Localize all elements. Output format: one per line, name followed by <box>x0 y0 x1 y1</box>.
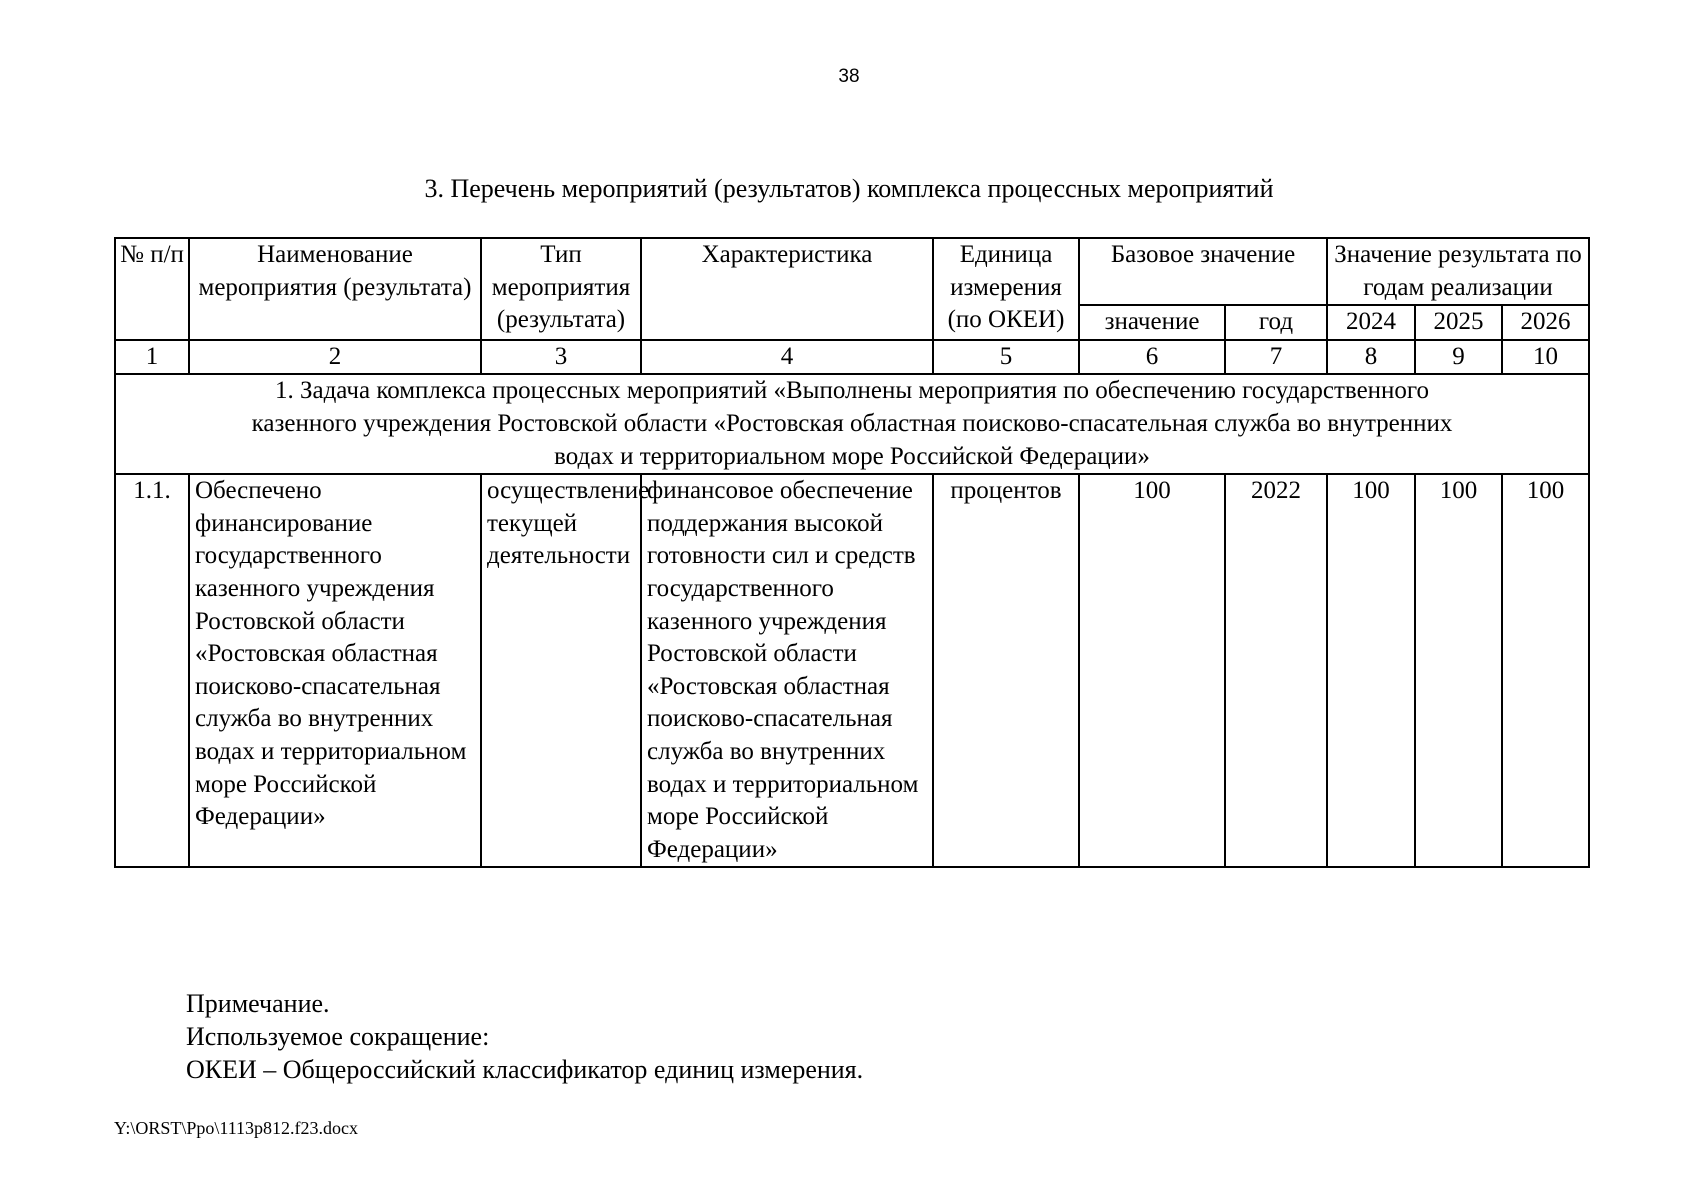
row-name: Обеспечено финансирование государственного казенного учреждения Ростовской области «Ростовская областная поисково-спасательная служба во внутренних водах и территориальном море Российской Федерации» <box>189 474 481 867</box>
measures-table <box>114 237 1590 868</box>
section-title: 3. Перечень мероприятий (результатов) комплекса процессных мероприятий <box>424 174 1274 203</box>
task-title: 1. Задача комплекса процессных мероприятий «Выполнены мероприятия по обеспечению государственного казенного учреждения Ростовской области «Ростовская областная поисково-спасательная служба во внутренних водах и территориальном море Российской Федерации» <box>115 374 1589 474</box>
table-row <box>115 474 1589 867</box>
header-base: Базовое значение <box>1079 238 1327 305</box>
note-subheading: Используемое сокращение: <box>186 1022 490 1051</box>
header-result: Значение результата по годам реализации <box>1327 238 1589 305</box>
row-unit: процентов <box>933 474 1079 867</box>
header-name: Наименование мероприятия (результата) <box>189 238 481 340</box>
column-number: 9 <box>1415 340 1502 375</box>
row-base-value: 100 <box>1079 474 1225 867</box>
header-num: № п/п <box>115 238 189 340</box>
column-number: 6 <box>1079 340 1225 375</box>
header-year-2024: 2024 <box>1327 305 1415 340</box>
row-num: 1.1. <box>115 474 189 867</box>
header-row <box>115 238 1589 305</box>
column-number: 3 <box>481 340 641 375</box>
header-base-year: год <box>1225 305 1327 340</box>
header-characteristic: Характеристика <box>641 238 933 340</box>
row-base-year: 2022 <box>1225 474 1327 867</box>
header-unit: Единица измерения (по ОКЕИ) <box>933 238 1079 340</box>
note-heading: Примечание. <box>186 989 330 1018</box>
note-block <box>186 987 863 1086</box>
column-number: 8 <box>1327 340 1415 375</box>
file-path-footer: Y:\ORST\Ppo\1113p812.f23.docx <box>114 1118 359 1138</box>
column-number: 4 <box>641 340 933 375</box>
column-number: 2 <box>189 340 481 375</box>
page-number: 38 <box>838 66 860 87</box>
column-number: 10 <box>1502 340 1589 375</box>
header-year-2026: 2026 <box>1502 305 1589 340</box>
header-year-2025: 2025 <box>1415 305 1502 340</box>
row-value-2026: 100 <box>1502 474 1589 867</box>
row-type: осуществление текущей деятельности <box>481 474 641 867</box>
row-value-2025: 100 <box>1415 474 1502 867</box>
header-type: Тип мероприятия (результата) <box>481 238 641 340</box>
column-number: 7 <box>1225 340 1327 375</box>
header-base-value: значение <box>1079 305 1225 340</box>
row-value-2024: 100 <box>1327 474 1415 867</box>
column-number-row <box>115 340 1589 375</box>
column-number: 5 <box>933 340 1079 375</box>
note-text: ОКЕИ – Общероссийский классификатор единиц измерения. <box>186 1055 864 1084</box>
column-number: 1 <box>115 340 189 375</box>
row-characteristic: финансовое обеспечение поддержания высокой готовности сил и средств государственного казенного учреждения Ростовской области «Ростовская областная поисково-спасательная служба во внутренних водах и территориальном море Российской Федерации» <box>641 474 933 867</box>
task-row <box>115 374 1589 474</box>
